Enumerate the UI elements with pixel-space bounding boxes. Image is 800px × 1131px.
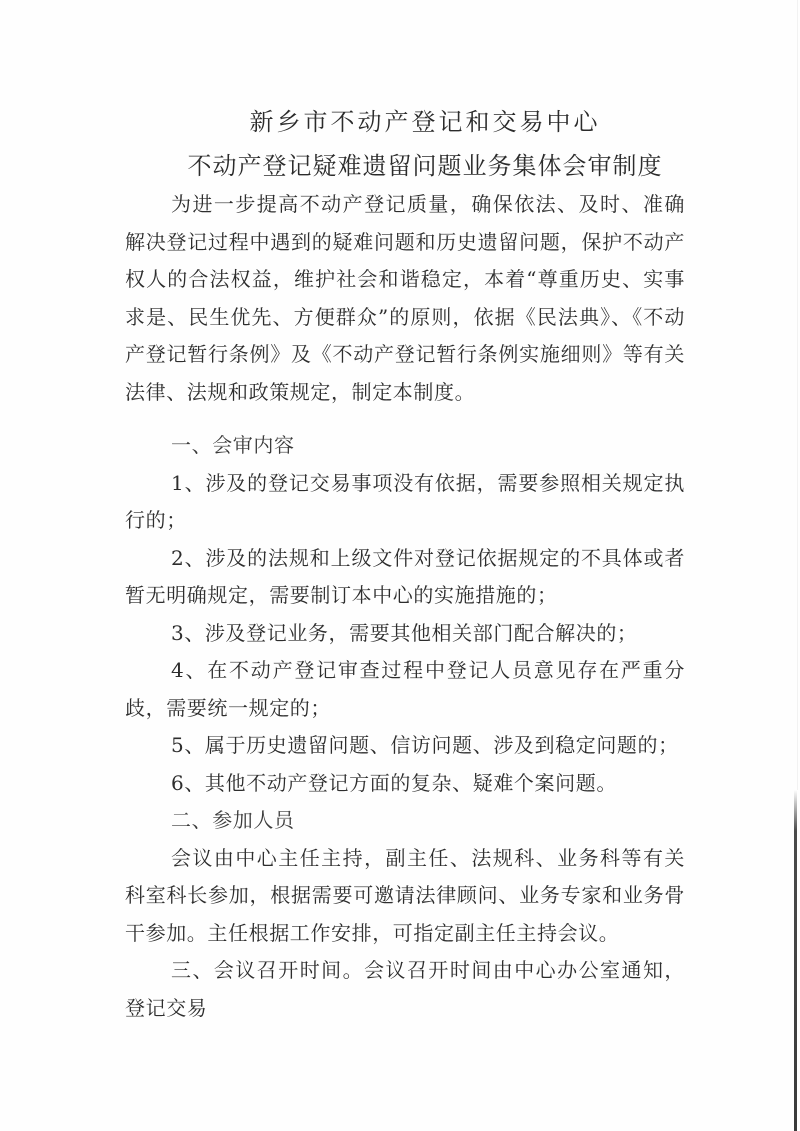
section-heading-participants: 二、参加人员 — [171, 808, 295, 832]
list-item: 2、涉及的法规和上级文件对登记依据规定的不具体或者暂无明确规定，需要制订本中心的实施措施的； — [125, 545, 685, 607]
list-item: 1、涉及的登记交易事项没有依据，需要参照相关规定执行的； — [125, 470, 685, 532]
intro-paragraph: 为进一步提高不动产登记质量，确保依法、及时、准确解决登记过程中遇到的疑难问题和历史遗留问题，保护不动产权人的合法权益，维护社会和谐稳定，本着“尊重历史、实事求是、民生优先、方便群众”的原则，依据《民法典》、《不动产登记暂行条例》及《不动产登记暂行条例实施细则》等有关法律、法规和政策规定，制定本制度。 — [125, 192, 685, 404]
document-title-org: 新乡市不动产登记和交易中心 — [249, 108, 601, 136]
document-title-regulation: 不动产登记疑难遗留问题业务集体会审制度 — [187, 152, 663, 180]
participants-paragraph: 会议由中心主任主持，副主任、法规科、业务科等有关科室科长参加，根据需要可邀请法律顾问、业务专家和业务骨干参加。主任根据工作安排，可指定副主任主持会议。 — [125, 845, 685, 945]
list-item: 3、涉及登记业务，需要其他相关部门配合解决的； — [171, 620, 638, 645]
document-body — [125, 186, 685, 1027]
list-item: 4、在不动产登记审查过程中登记人员意见存在严重分歧，需要统一规定的； — [125, 658, 685, 720]
list-item: 5、属于历史遗留问题、信访问题、涉及到稳定问题的； — [171, 733, 679, 757]
scan-edge-shadow — [794, 790, 797, 1131]
list-item: 6、其他不动产登记方面的复杂、疑难个案问题。 — [171, 770, 617, 795]
section-heading-review-content: 一、会审内容 — [171, 433, 295, 457]
meeting-time-paragraph: 三、会议召开时间。会议召开时间由中心办公室通知，登记交易 — [125, 958, 685, 1020]
